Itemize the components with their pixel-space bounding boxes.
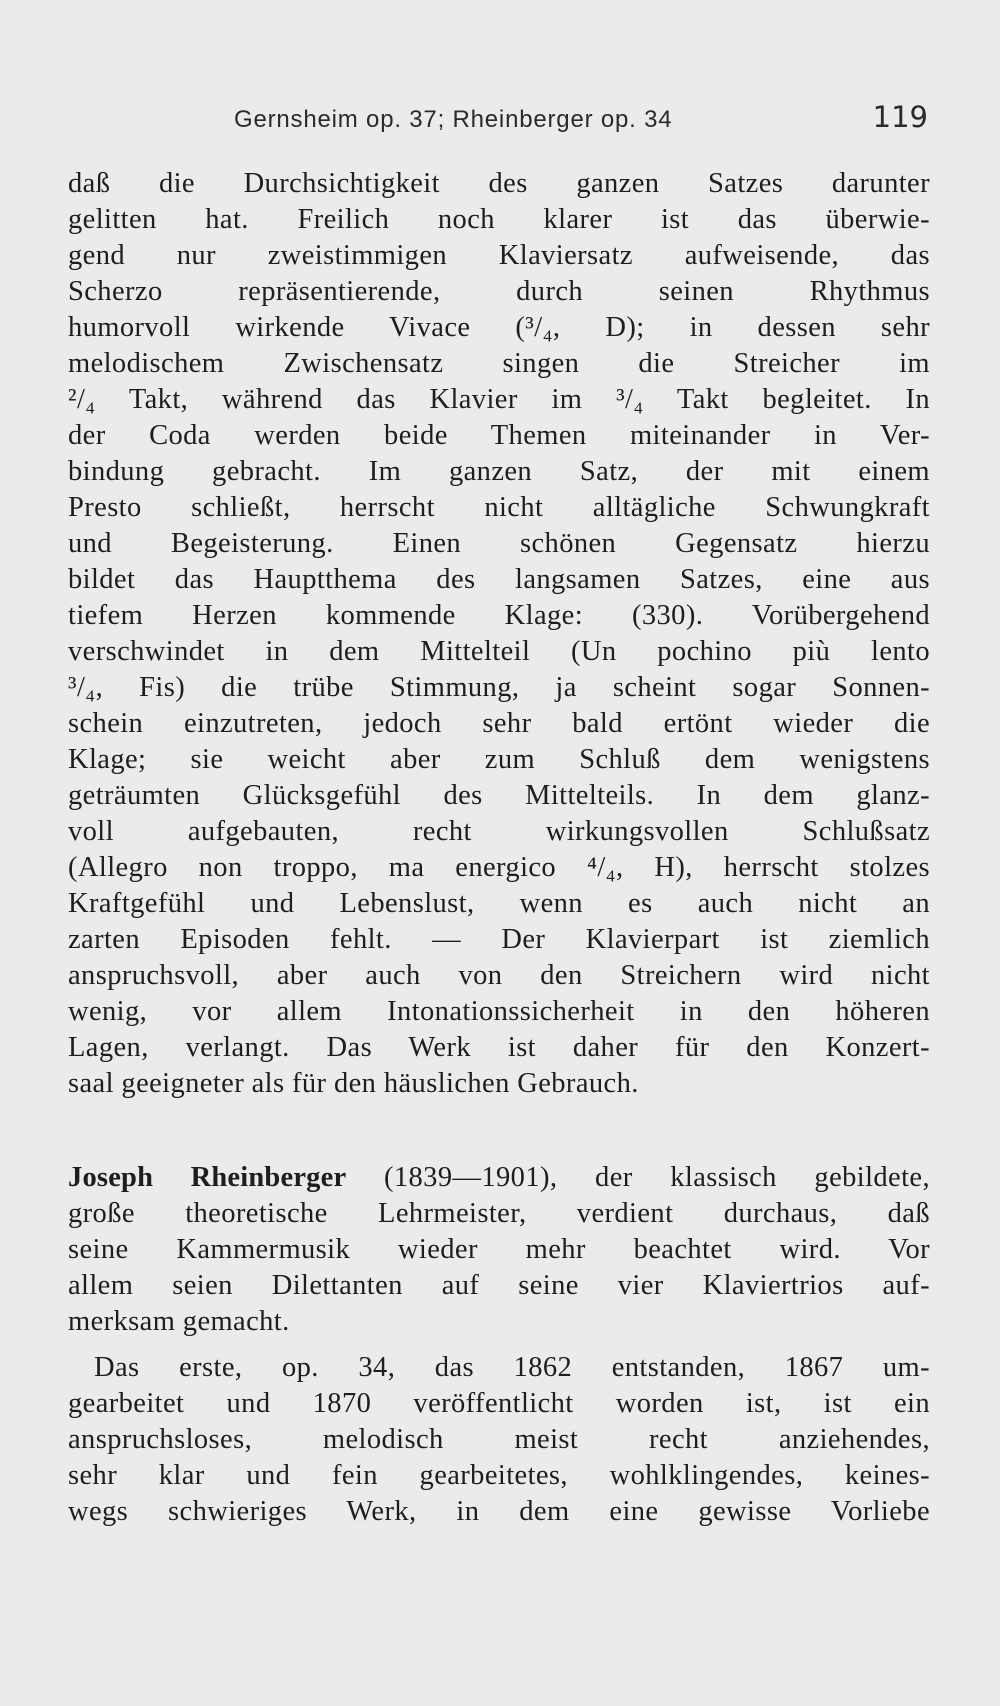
text-line: und Begeisterung. Einen schönen Gegensatz hierzu [68, 528, 930, 559]
text-line: seine Kammermusik wieder mehr beachtet wird. Vor [68, 1234, 930, 1265]
text-line: zarten Episoden fehlt. — Der Klavierpart ist ziemlich [68, 924, 930, 955]
text-line: ²/₄ Takt, während das Klavier im ³/₄ Takt begleitet. In [68, 384, 930, 415]
text-line: sehr klar und fein gearbeitetes, wohlklingendes, keines- [68, 1460, 930, 1491]
text-line: geträumten Glücksgefühl des Mittelteils. In dem glanz- [68, 780, 930, 811]
text-line: gearbeitet und 1870 veröffentlicht worden ist, ist ein [68, 1388, 930, 1419]
paragraph-gernsheim [68, 166, 930, 1102]
text-line: melodischem Zwischensatz singen die Streicher im [68, 348, 930, 379]
text-line: anspruchsloses, melodisch meist recht anziehendes, [68, 1424, 930, 1455]
text-line: merksam gemacht. [68, 1306, 290, 1337]
text-line: Scherzo repräsentierende, durch seinen Rhythmus [68, 276, 930, 307]
text-line: Klage; sie weicht aber zum Schluß dem wenigstens [68, 744, 930, 775]
text-line: Lagen, verlangt. Das Werk ist daher für den Konzert- [68, 1032, 930, 1063]
text-line: ³/₄, Fis) die trübe Stimmung, ja scheint sogar Sonnen- [68, 672, 930, 703]
text-line: daß die Durchsichtigkeit des ganzen Satzes darunter [68, 168, 930, 199]
text-line: wegs schwieriges Werk, in dem eine gewisse Vorliebe [68, 1496, 930, 1527]
paragraph-op34 [68, 1350, 930, 1530]
text-line: (Allegro non troppo, ma energico ⁴/₄, H), herrscht stolzes [68, 852, 930, 883]
text-line: verschwindet in dem Mittelteil (Un pochino più lento [68, 636, 930, 667]
section-break [68, 1102, 930, 1160]
text-line: der Coda werden beide Themen miteinander in Ver- [68, 420, 930, 451]
text-line: tiefem Herzen kommende Klage: (330). Vorübergehend [68, 600, 930, 631]
text-line: schein einzutreten, jedoch sehr bald ertönt wieder die [68, 708, 930, 739]
composer-name: Joseph Rheinberger [68, 1162, 347, 1193]
text-line [68, 1160, 930, 1196]
text-line: große theoretische Lehrmeister, verdient durchaus, daß [68, 1198, 930, 1229]
text-line: voll aufgebauten, recht wirkungsvollen Schlußsatz [68, 816, 930, 847]
text-line: Presto schließt, herrscht nicht alltägliche Schwungkraft [68, 492, 930, 523]
text-line: anspruchsvoll, aber auch von den Streichern wird nicht [68, 960, 930, 991]
body-text [68, 166, 930, 1530]
text-line: saal geeigneter als für den häuslichen Gebrauch. [68, 1068, 639, 1099]
text-fragment: (1839—1901), der klassisch gebildete, [346, 1162, 931, 1193]
text-line: Das erste, op. 34, das 1862 entstanden, 1867 um- [94, 1352, 930, 1383]
text-line: gelitten hat. Freilich noch klarer ist das überwie- [68, 204, 930, 235]
text-line: bildet das Hauptthema des langsamen Satzes, eine aus [68, 564, 930, 595]
text-line: humorvoll wirkende Vivace (³/₄, D); in dessen sehr [68, 312, 930, 343]
running-head [70, 100, 928, 140]
text-line: gend nur zweistimmigen Klaviersatz aufweisende, das [68, 240, 930, 271]
paragraph-gap [68, 1340, 930, 1350]
paragraph-rheinberger [68, 1160, 930, 1340]
running-title: Gernsheim op. 37; Rheinberger op. 34 [234, 106, 673, 133]
text-line: Kraftgefühl und Lebenslust, wenn es auch nicht an [68, 888, 930, 919]
text-line: bindung gebracht. Im ganzen Satz, der mit einem [68, 456, 930, 487]
text-line: allem seien Dilettanten auf seine vier Klaviertrios auf- [68, 1270, 930, 1301]
page-number: 119 [872, 100, 928, 134]
text-line: wenig, vor allem Intonationssicherheit in den höheren [68, 996, 930, 1027]
